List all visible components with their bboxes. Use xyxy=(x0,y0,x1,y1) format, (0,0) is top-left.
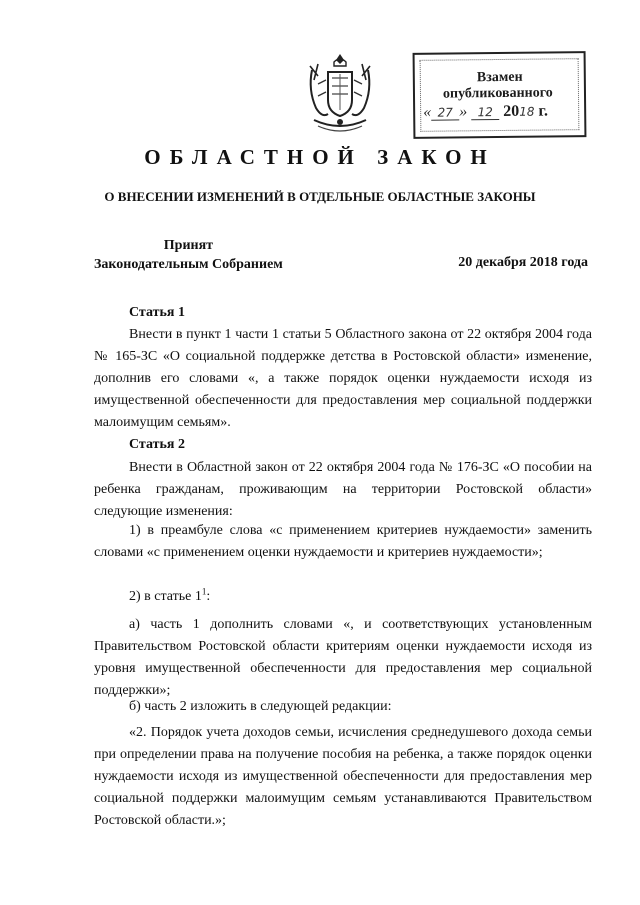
stamp-quote-close: » xyxy=(459,103,468,121)
coat-of-arms-icon xyxy=(304,50,376,136)
item-2-suffix: : xyxy=(206,589,211,604)
article-2-item-2 xyxy=(94,586,592,608)
stamp-year-prefix: 20 xyxy=(503,102,520,120)
article-2-item-2b: б) часть 2 изложить в следующей редакции: xyxy=(129,699,392,714)
stamp-date-line xyxy=(423,102,577,122)
adopted-label: Принят xyxy=(163,238,214,253)
stamp-quote-open: « xyxy=(423,103,432,121)
document-subtitle: О ВНЕСЕНИИ ИЗМЕНЕНИЙ В ОТДЕЛЬНЫЕ ОБЛАСТНЫЕ ЗАКОНЫ xyxy=(104,189,536,204)
article-1-text: Внести в пункт 1 части 1 статьи 5 Областного закона от 22 октября 2004 года № 165-ЗС «О социальной поддержке детства в Ростовской области» изменение, дополнив его словами «, а также порядок оценки нуждаемости исходя из имущественной обеспеченности для предоставления мер социальной поддержки малоимущим семьям». xyxy=(94,327,592,430)
stamp-line-1: Взамен xyxy=(476,69,523,86)
stamp-year-mark: г. xyxy=(538,102,549,120)
item-2-superscript: 1 xyxy=(201,586,207,597)
stamp-day: 27 xyxy=(431,105,459,120)
adoption-date: 20 декабря 2018 года xyxy=(458,255,588,270)
item-2-prefix: 2) в статье 1 xyxy=(129,589,202,604)
article-2-quote: «2. Порядок учета доходов семьи, исчисления среднедушевого дохода семьи при определении права на получение пособия на ребенка, а также порядок оценки нуждаемости исходя из имущественной обеспеченности для предоставления мер социальной поддержки малоимущим семьям устанавливаются Правительством Ростовской области.»; xyxy=(94,725,592,828)
article-1-heading: Статья 1 xyxy=(129,305,185,320)
article-2-item-1: 1) в преамбуле слова «с применением критериев нуждаемости» заменить словами «с применением оценки нуждаемости и критериев нуждаемости»; xyxy=(94,523,592,560)
stamp-line-2: опубликованного xyxy=(442,85,553,102)
document-title: ОБЛАСТНОЙ ЗАКОН xyxy=(144,145,496,169)
stamp-month: 12 xyxy=(471,105,499,120)
adoption-block xyxy=(94,236,283,274)
stamp-year-suffix: 18 xyxy=(519,104,535,119)
article-2-intro: Внести в Областной закон от 22 октября 2004 года № 176-ЗС «О пособии на ребенка гражданам, проживающим на территории Ростовской области» следующие изменения: xyxy=(94,460,592,519)
adopted-by: Законодательным Собранием xyxy=(94,257,283,272)
article-2-heading: Статья 2 xyxy=(129,437,185,452)
replacement-stamp xyxy=(413,51,587,139)
article-2-item-2a: а) часть 1 дополнить словами «, и соответствующих установленным Правительством Ростовской области критериям оценки нуждаемости исходя из уровня имущественной обеспеченности для предоставления мер социальной поддержки»; xyxy=(94,617,592,698)
